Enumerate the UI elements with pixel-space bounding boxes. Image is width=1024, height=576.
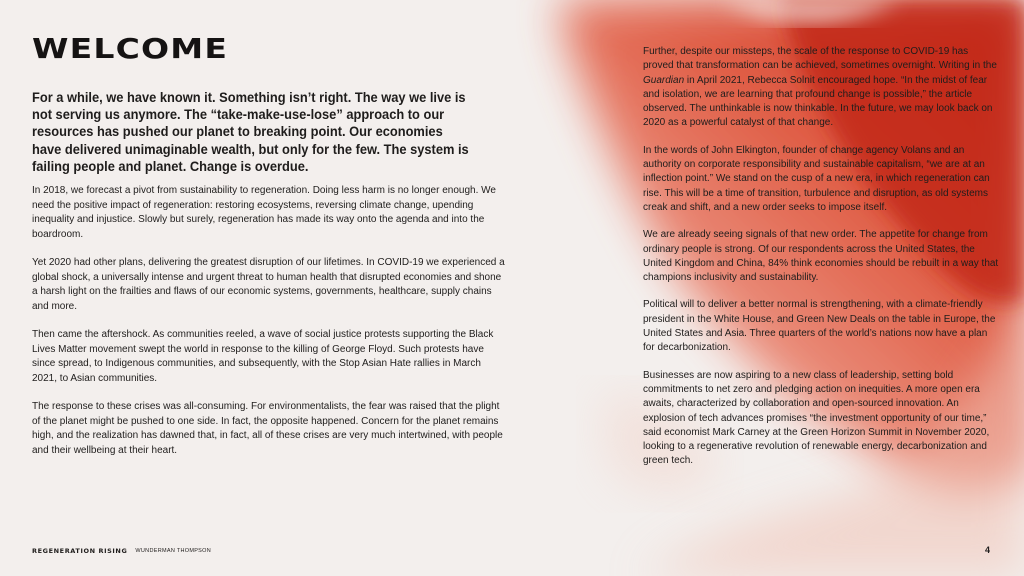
page-number: 4 [984, 545, 990, 555]
body-paragraph: In the words of John Elkington, founder of change agency Volans and an authority on corporate responsibility and sustainable capitalism, “we are at an inflection point.” We stand on the cusp of a new era, in which regeneration can rise. This will be a time of transition, turbulence and disruption, as old systems creak and shift, and a new order seeks to impose itself. [643, 144, 990, 213]
page-title: WELCOME [32, 32, 229, 65]
right-column [643, 45, 999, 482]
body-paragraph [643, 45, 999, 131]
body-paragraph: The response to these crises was all-consuming. For environmentalists, the fear was raised that the plight of the planet might be pushed to one side. In fact, the opposite happened. Concern for the planet remains high, and the realization has dawned that, in fact, all of these crises are very much intertwined, with people and their wellbeing at their heart. [32, 401, 503, 456]
left-column [32, 184, 507, 472]
body-paragraph: Yet 2020 had other plans, delivering the greatest disruption of our lifetimes. In COVID-19 we experienced a global shock, a universally intense and urgent threat to human health that disrupted economies and shone a harsh light on the frailties and flaws of our economic systems, governments, healthcare, supply chains and more. [32, 257, 505, 312]
body-paragraph: Political will to deliver a better normal is strengthening, with a climate-friendly president in the White House, and Green New Deals on the table in Europe, the United States and Asia. Three quarters of the world’s nations now have a plan for decarbonization. [643, 299, 996, 354]
body-paragraph: In 2018, we forecast a pivot from sustainability to regeneration. Doing less harm is no longer enough. We need the positive impact of regeneration: restoring ecosystems, reversing climate change, upending inequality and injustice. Slowly but surely, regeneration has made its way onto the agenda and into the boardroom. [32, 185, 496, 240]
intro-paragraph: For a while, we have known it. Something isn’t right. The way we live is not serving us anymore. The “take-make-use-lose” approach to our resources has pushed our planet to breaking point. Our economies have delivered unimaginable wealth, but only for the few. The system is failing people and planet. Change is overdue. [32, 90, 469, 174]
paragraph-text: in April 2021, Rebecca Solnit encouraged hope. “In the midst of fear and isolation, we are learning that profound change is possible,” the article observed. The unthinkable is now thinkable. In the future, we may look back on 2020 as a powerful catalyst of that change. [643, 74, 993, 129]
body-paragraph: Then came the aftershock. As communities reeled, a wave of social justice protests supporting the Black Lives Matter movement swept the world in response to the killing of George Floyd. Such protests have since spread, to Indigenous communities, and subsequently, with the Stop Asian Hate rallies in March 2021, to Asian communities. [32, 329, 494, 384]
body-paragraph: We are already seeing signals of that new order. The appetite for change from ordinary people is strong. Of our respondents across the United States, the United Kingdom and China, 84% think economies should be rebuilt in a way that champions inclusivity and sustainability. [643, 229, 999, 284]
footer-company: WUNDERMAN THOMPSON [135, 548, 211, 554]
footer [32, 547, 211, 555]
publication-name: Guardian [643, 74, 685, 86]
footer-brand: REGENERATION RISING [32, 547, 128, 555]
paragraph-text: Further, despite our missteps, the scale of the response to COVID-19 has proved that transformation can be achieved, sometimes overnight. Writing in the [643, 46, 997, 72]
body-paragraph: Businesses are now aspiring to a new class of leadership, setting bold commitments to net zero and pledging action on inequities. A more open era awaits, characterized by collaboration and open-sourced innovation. An explosion of tech advances promises “the investment opportunity of our time,” said economist Mark Carney at the Green Horizon Summit in November 2020, looking to a regenerative revolution of renewable energy, decarbonization and green tech. [643, 369, 990, 467]
